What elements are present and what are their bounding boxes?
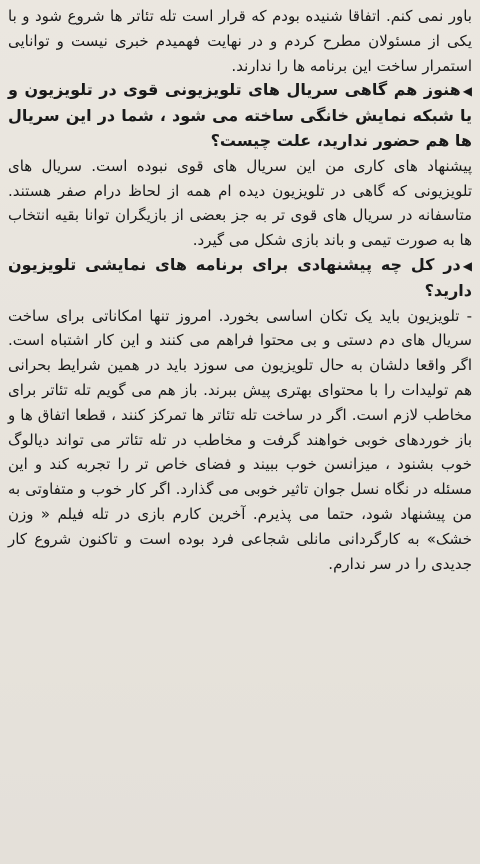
question-marker-icon: ◀ [462,258,472,273]
interview-question-tv-series [8,78,472,153]
question-text: در کل چه پیشنهادی برای برنامه های نمایشی تلویزیون دارید؟ [8,254,472,300]
answer-paragraph-suggestion: - تلویزیون باید یک تکان اساسی بخورد. امروز تنها امکاناتی برای ساخت سریال های دم دستی و بی محتوا فراهم می کنند و این کار اشتباه است. اگر واقعا دلشان به حال تلویزیون می سوزد باید در همین شرایط بحرانی هم تولیدات را با محتوای بهتری پیش ببرند. باز هم می گویم تله تئاتر برای مخاطب لازم است. اگر در ساخت تله تئاتر ها تمرکز کنند ، قطعا اتفاق ها و باز خوردهای خوبی خواهند گرفت و مخاطب در تله تئاتر می تواند دیالوگ خوب بشنود ، میزانسن خوب ببیند و فضای خاص تر را تجربه کند و این مسئله در نگاه نسل جوان تاثیر خوبی می گذارد. اگر کار خوب و متفاوتی به من پیشنهاد شود، حتما می پذیرم. آخرین کارم بازی در تله فیلم « وزن خشک» به کارگردانی مانلی شجاعی فرد بوده است و تاکنون شروع کار جدیدی را در سر ندارم. [8,306,472,573]
interview-question-suggestion [8,253,472,304]
question-text: هنوز هم گاهی سریال های تلویزیونی قوی در تلویزیون و یا شبکه نمایش خانگی ساخته می شود ، شما در این سریال ها هم حضور ندارید، علت چیست؟ [8,80,472,150]
answer-paragraph-intro: باور نمی کنم. اتفاقا شنیده بودم که قرار است تله تئاتر ها شروع شود و با یکی از مسئولان مطرح کردم و در نهایت فهمیدم خبری نیست و توانایی استمرار ساخت این برنامه ها را ندارند. [8,7,472,75]
question-marker-icon: ◀ [462,84,472,99]
answer-paragraph-tv-series: پیشنهاد های کاری من این سریال های قوی نبوده است. سریال های تلویزیونی که گاهی در تلویزیون دیده ام همه از لحاظ درام صفر هستند. متاسفانه در سریال های قوی تر به جز بعضی از بازیگران توانا بقیه انتخاب ها به صورت تیمی و باند بازی شکل می گیرد. [8,156,472,250]
